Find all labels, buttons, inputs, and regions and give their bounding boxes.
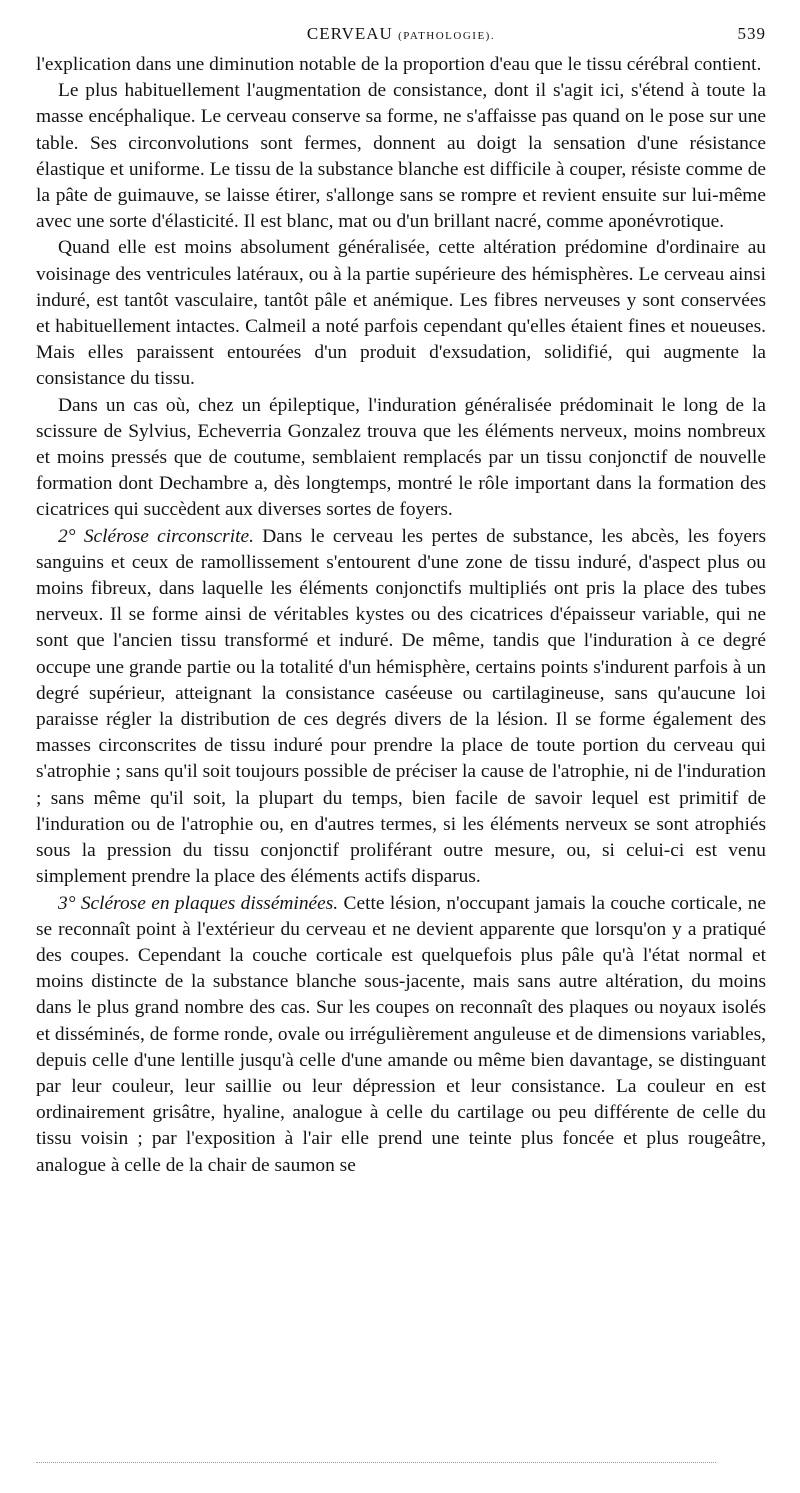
page-number: 539 bbox=[737, 24, 766, 43]
header-title: CERVEAU bbox=[306, 24, 393, 43]
paragraph-generalized-induration bbox=[36, 78, 766, 235]
page-bottom-rule bbox=[36, 1462, 716, 1463]
paragraph-sclerose-en-plaques bbox=[36, 891, 766, 1179]
paragraph-partial-induration bbox=[36, 235, 766, 392]
paragraph-text: Le plus habituellement l'augmentation de consistance, dont il s'agit ici, s'étend à toute la masse encéphalique. Le cerveau conserve sa forme, ne s'affaisse pas quand on le pose sur une table. Ses circonvolutions sont fermes, donnent au doigt la sensation d'une résistance élastique et uniforme. Le tissu de la substance blanche est difficile à couper, résiste comme de la pâte de guimauve, se laisse étirer, s'allonge sans se rompre et revient ensuite sur lui-même avec une sorte d'élasticité. Il est blanc, mat ou d'un brillant nacré, comme aponévrotique. bbox=[36, 80, 766, 233]
paragraph-text: Cette lésion, n'occupant jamais la couche corticale, ne se reconnaît point à l'extérieur du cerveau et ne devient apparente que lorsqu'on y a pratiqué des coupes. Cependant la couche corticale est quelquefois plus pâle qu'à l'état normal et moins distincte de la substance blanche sous-jacente, mais sans autre altération, du moins dans le plus grand nombre des cas. Sur les coupes on reconnaît des plaques ou noyaux isolés et disséminés, de forme ronde, ovale ou irrégulièrement anguleuse et de dimensions variables, depuis celle d'une lentille jusqu'à celle d'une amande ou même bien davantage, se distinguant par leur couleur, leur saillie ou leur dépression et leur consistance. La couleur en est ordinairement grisâtre, hyaline, analogue à celle du cartilage ou peu différente de celle du tissu voisin ; par l'exposition à l'air elle prend une teinte plus foncée et plus rougeâtre, analogue à celle de la chair de saumon se bbox=[36, 892, 766, 1176]
section-heading: 3° Sclérose en plaques disséminées. bbox=[58, 892, 339, 914]
section-heading: 2° Sclérose circonscrite. bbox=[58, 525, 254, 547]
paragraph-text: Quand elle est moins absolument généralisée, cette altération prédomine d'ordinaire au voisinage des ventricules latéraux, ou à la partie supérieure des hémisphères. Le cerveau ainsi induré, est tantôt vasculaire, tantôt pâle et anémique. Les fibres nerveuses y sont conservées et habituellement intactes. Calmeil a noté parfois cependant qu'elles étaient fines et noueuses. Mais elles paraissent entourées d'un produit d'exsudation, solidifié, qui augmente la consistance du tissu. bbox=[36, 237, 766, 390]
paragraph-continuation bbox=[36, 52, 766, 78]
paragraph-text: Dans un cas où, chez un épileptique, l'induration généralisée prédominait le long de la scissure de Sylvius, Echeverria Gonzalez trouva que les éléments nerveux, moins nombreux et moins pressés que de coutume, semblaient remplacés par un tissu conjonctif de nouvelle formation dont Dechambre a, dès longtemps, montré le rôle important dans la formation des cicatrices qui succèdent aux diverses sortes de foyers. bbox=[36, 394, 766, 521]
running-head bbox=[36, 24, 766, 50]
running-head-title bbox=[36, 24, 766, 44]
article-body bbox=[36, 52, 766, 1179]
paragraph-text: Dans le cerveau les pertes de substance, les abcès, les foyers sanguins et ceux de ramollissement s'entourent d'une zone de tissu induré, d'aspect plus ou moins fibreux, dans laquelle les éléments conjonctifs multipliés ont pris la place des tubes nerveux. Il se forme ainsi de véritables kystes ou des cicatrices d'épaisseur variable, qui ne sont que l'ancien tissu transformé et induré. De même, tandis que l'induration à ce degré occupe une grande partie ou la totalité d'un hémisphère, certains points s'indurent parfois à un degré supérieur, atteignant la consistance caséeuse ou cartilagineuse, sans qu'aucune loi paraisse régler la distribution de ces degrés divers de la lésion. Il se forme également des masses circonscrites de tissu induré pour prendre la place de toute portion du cerveau qui s'atrophie ; sans qu'il soit toujours possible de préciser la cause de l'atrophie, ni de l'induration ; sans même qu'il soit, la plupart du temps, bien facile de savoir lequel est primitif de l'induration ou de l'atrophie ou, en d'autres termes, si les éléments nerveux se sont atrophiés sous la pression du tissu conjonctif proliférant outre mesure, ou, si celui-ci est venu simplement prendre la place des éléments actifs disparus. bbox=[36, 525, 767, 888]
book-page bbox=[36, 24, 766, 1179]
header-subtitle: (PATHOLOGIE). bbox=[398, 30, 496, 42]
paragraph-text: l'explication dans une diminution notable de la proportion d'eau que le tissu cérébral contient. bbox=[36, 54, 762, 75]
paragraph-sclerose-circonscrite bbox=[36, 524, 766, 891]
paragraph-epileptic-case bbox=[36, 393, 766, 524]
